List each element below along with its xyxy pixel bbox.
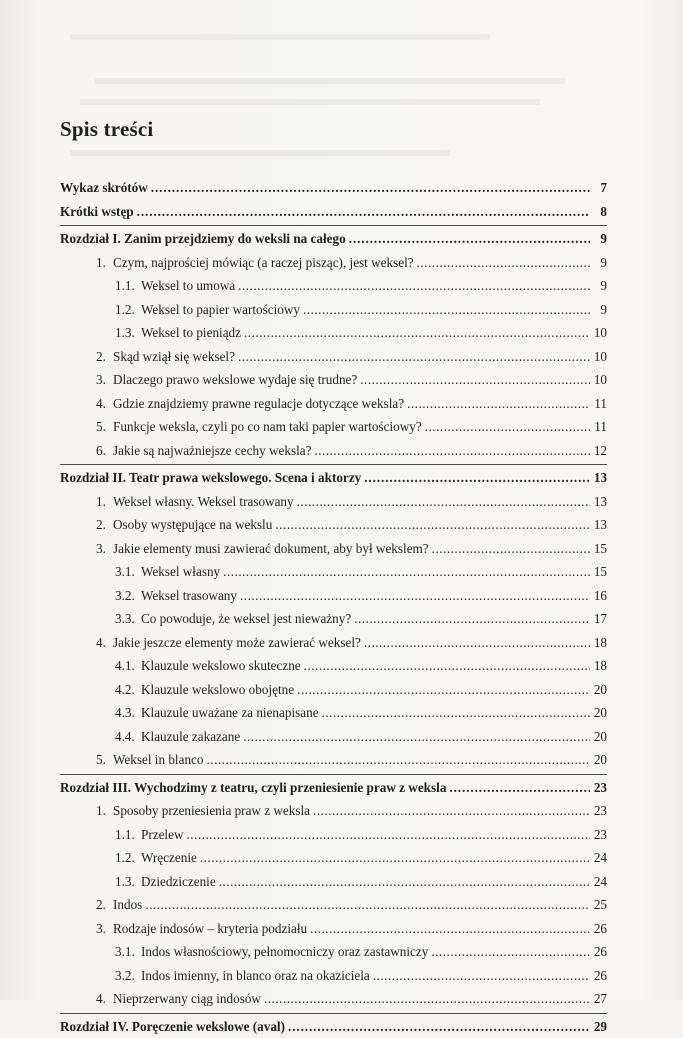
toc-entry-title: Skąd wziął się weksel? [113, 345, 235, 369]
toc-entry-number: 4.1. [115, 654, 141, 678]
toc-page-number: 26 [593, 940, 607, 964]
dot-leader [288, 1015, 590, 1038]
toc-entry-number: 4. [96, 987, 113, 1011]
toc-page-number: 16 [593, 584, 607, 608]
toc-entry-title: Rozdział II. Teatr prawa wekslowego. Scena i aktorzy [60, 466, 361, 490]
toc-page-number: 18 [593, 631, 607, 655]
toc-page-number: 7 [593, 176, 607, 200]
dot-leader [145, 893, 590, 917]
toc-entry-number: 1. [96, 799, 113, 823]
page-title: Spis treści [60, 117, 153, 142]
toc-entry-title: Weksel to pieniądz [141, 321, 241, 345]
toc-page-number: 13 [593, 513, 607, 537]
toc-entry-number: 1.2. [115, 846, 141, 870]
toc-chapter-entry[interactable] [60, 176, 607, 200]
toc-entry-number: 3. [96, 368, 113, 392]
toc-page-number: 15 [593, 560, 607, 584]
toc-entry-number: 3. [96, 537, 113, 561]
toc-section-entry[interactable] [60, 251, 607, 275]
toc-entry-number: 1.1. [115, 823, 141, 847]
toc-section-entry[interactable] [60, 917, 607, 941]
toc-page-number: 29 [593, 1015, 607, 1038]
dot-leader [151, 176, 590, 200]
toc-chapter-entry[interactable] [60, 776, 607, 800]
toc-entry-number: 6. [96, 439, 113, 463]
dot-leader [425, 415, 590, 439]
chapter-separator-rule [60, 1013, 607, 1014]
dot-leader [297, 678, 590, 702]
toc-section-entry[interactable] [60, 725, 607, 749]
toc-page-number: 17 [593, 607, 607, 631]
toc-page-number: 20 [593, 678, 607, 702]
toc-page-number: 20 [593, 701, 607, 725]
toc-entry-title: Sposoby przeniesienia praw z weksla [113, 799, 310, 823]
toc-page-number: 9 [593, 298, 607, 322]
toc-section-entry[interactable] [60, 298, 607, 322]
toc-page-number: 23 [593, 799, 607, 823]
toc-section-entry[interactable] [60, 439, 607, 463]
dot-leader [310, 917, 590, 941]
toc-section-entry[interactable] [60, 415, 607, 439]
toc-entry-number: 1. [96, 490, 113, 514]
toc-entry-title: Indos [113, 893, 142, 917]
toc-entry-title: Gdzie znajdziemy prawne regulacje dotyczące weksla? [113, 392, 404, 416]
dot-leader [314, 439, 590, 463]
show-through-line [80, 99, 540, 105]
dot-leader [431, 940, 590, 964]
toc-entry-title: Osoby występujące na wekslu [113, 513, 272, 537]
toc-page-number: 9 [593, 274, 607, 298]
toc-entry-title: Jakie elementy musi zawierać dokument, aby był wekslem? [113, 537, 429, 561]
toc-page-number: 8 [593, 200, 607, 224]
toc-entry-title: Weksel własny [141, 560, 220, 584]
toc-page-number: 26 [593, 917, 607, 941]
toc-entry-title: Klauzule wekslowo skuteczne [141, 654, 301, 678]
toc-page-number: 24 [593, 846, 607, 870]
toc-entry-title: Co powoduje, że weksel jest nieważny? [141, 607, 351, 631]
dot-leader [303, 298, 590, 322]
dot-leader [417, 251, 590, 275]
dot-leader [313, 799, 590, 823]
toc-entry-title: Indos imienny, in blanco oraz na okaziciela [141, 964, 370, 988]
dot-leader [186, 823, 590, 847]
toc-section-entry[interactable] [60, 368, 607, 392]
toc-entry-number: 4. [96, 392, 113, 416]
toc-entry-number: 3.2. [115, 964, 141, 988]
toc-entry-number: 2. [96, 345, 113, 369]
toc-section-entry[interactable] [60, 964, 607, 988]
toc-chapter-entry[interactable] [60, 466, 607, 490]
toc-entry-number: 1.1. [115, 274, 141, 298]
toc-section-entry[interactable] [60, 513, 607, 537]
toc-section-entry[interactable] [60, 701, 607, 725]
toc-page-number: 24 [593, 870, 607, 894]
dot-leader [360, 368, 590, 392]
toc-section-entry[interactable] [60, 846, 607, 870]
toc-page-number: 27 [593, 987, 607, 1011]
toc-entry-title: Weksel to umowa [141, 274, 235, 298]
toc-section-entry[interactable] [60, 274, 607, 298]
dot-leader [364, 466, 590, 490]
toc-entry-title: Nieprzerwany ciąg indosów [113, 987, 261, 1011]
dot-leader [223, 560, 590, 584]
toc-page-number: 23 [593, 776, 607, 800]
toc-section-entry[interactable] [60, 678, 607, 702]
toc-section-entry[interactable] [60, 654, 607, 678]
toc-page-number: 9 [593, 251, 607, 275]
toc-section-entry[interactable] [60, 987, 607, 1011]
toc-entry-title: Weksel własny. Weksel trasowany [113, 490, 294, 514]
dot-leader [432, 537, 590, 561]
dot-leader [304, 654, 590, 678]
toc-entry-number: 4.4. [115, 725, 141, 749]
toc-section-entry[interactable] [60, 490, 607, 514]
toc-entry-number: 3.3. [115, 607, 141, 631]
dot-leader [354, 607, 590, 631]
dot-leader [264, 987, 590, 1011]
toc-entry-title: Krótki wstęp [60, 200, 134, 224]
dot-leader [373, 964, 590, 988]
dot-leader [449, 776, 590, 800]
dot-leader [219, 870, 590, 894]
toc-entry-title: Weksel in blanco [113, 748, 204, 772]
dot-leader [137, 200, 590, 224]
toc-entry-title: Jakie są najważniejsze cechy weksla? [113, 439, 311, 463]
toc-entry-title: Jakie jeszcze elementy może zawierać weksel? [113, 631, 361, 655]
toc-entry-number: 1.3. [115, 870, 141, 894]
dot-leader [244, 321, 590, 345]
toc-entry-title: Klauzule wekslowo obojętne [141, 678, 294, 702]
dot-leader [243, 725, 590, 749]
toc-entry-title: Wykaz skrótów [60, 176, 148, 200]
toc-entry-title: Dziedziczenie [141, 870, 216, 894]
toc-section-entry[interactable] [60, 321, 607, 345]
toc-page-number: 13 [593, 490, 607, 514]
dot-leader [238, 274, 590, 298]
toc-entry-title: Rozdział IV. Poręczenie wekslowe (aval) [60, 1015, 285, 1038]
toc-page-number: 10 [593, 321, 607, 345]
dot-leader [207, 748, 591, 772]
toc-page-number: 26 [593, 964, 607, 988]
toc-section-entry[interactable] [60, 345, 607, 369]
toc-page-number: 13 [593, 466, 607, 490]
toc-entry-title: Wręczenie [141, 846, 197, 870]
toc-page-number: 20 [593, 748, 607, 772]
toc-chapter-entry[interactable] [60, 227, 607, 251]
toc-entry-number: 2. [96, 513, 113, 537]
toc-entry-number: 3.2. [115, 584, 141, 608]
toc-entry-number: 4.2. [115, 678, 141, 702]
chapter-separator-rule [60, 774, 607, 775]
dot-leader [407, 392, 590, 416]
toc-entry-title: Rozdział III. Wychodzimy z teatru, czyli przeniesienie praw z weksla [60, 776, 446, 800]
toc-entry-title: Indos własnościowy, pełnomocniczy oraz zastawniczy [141, 940, 428, 964]
toc-entry-number: 1.2. [115, 298, 141, 322]
toc-page-number: 11 [593, 415, 607, 439]
dot-leader [349, 227, 590, 251]
toc-entry-number: 3.1. [115, 560, 141, 584]
toc-entry-number: 1. [96, 251, 113, 275]
toc-section-entry[interactable] [60, 392, 607, 416]
toc-page-number: 20 [593, 725, 607, 749]
toc-entry-title: Przelew [141, 823, 183, 847]
dot-leader [322, 701, 590, 725]
toc-section-entry[interactable] [60, 607, 607, 631]
toc-page-number: 10 [593, 368, 607, 392]
toc-page-number: 9 [593, 227, 607, 251]
toc-page-number: 25 [593, 893, 607, 917]
toc-entry-number: 2. [96, 893, 113, 917]
toc-entry-number: 5. [96, 748, 113, 772]
toc-entry-title: Czym, najprościej mówiąc (a raczej pisząc), jest weksel? [113, 251, 414, 275]
toc-entry-number: 4. [96, 631, 113, 655]
show-through-line [70, 34, 490, 40]
toc-entry-number: 1.3. [115, 321, 141, 345]
toc-chapter-entry[interactable] [60, 1015, 607, 1038]
toc-entry-title: Weksel to papier wartościowy [141, 298, 300, 322]
toc-section-entry[interactable] [60, 584, 607, 608]
toc-entry-number: 4.3. [115, 701, 141, 725]
toc-entry-title: Rozdział I. Zanim przejdziemy do weksli na całego [60, 227, 346, 251]
toc-entry-title: Klauzule uważane za nienapisane [141, 701, 319, 725]
toc-entry-number: 3.1. [115, 940, 141, 964]
toc-entry-title: Klauzule zakazane [141, 725, 240, 749]
dot-leader [364, 631, 590, 655]
toc-entry-title: Rodzaje indosów – kryteria podziału [113, 917, 307, 941]
toc-section-entry[interactable] [60, 748, 607, 772]
toc-section-entry[interactable] [60, 799, 607, 823]
dot-leader [275, 513, 590, 537]
toc-entry-title: Dlaczego prawo wekslowe wydaje się trudne? [113, 368, 357, 392]
toc-page-number: 15 [593, 537, 607, 561]
show-through-line [70, 150, 450, 156]
toc-entry-number: 5. [96, 415, 113, 439]
toc-section-entry[interactable] [60, 870, 607, 894]
toc-chapter-entry[interactable] [60, 200, 607, 224]
toc-page-number: 23 [593, 823, 607, 847]
toc-section-entry[interactable] [60, 940, 607, 964]
chapter-separator-rule [60, 464, 607, 465]
dot-leader [297, 490, 590, 514]
toc-page-number: 10 [593, 345, 607, 369]
toc-page-number: 12 [593, 439, 607, 463]
toc-entry-title: Weksel trasowany [141, 584, 237, 608]
show-through-line [95, 78, 565, 84]
chapter-separator-rule [60, 225, 607, 226]
dot-leader [238, 345, 590, 369]
dot-leader [200, 846, 590, 870]
toc-page-number: 18 [593, 654, 607, 678]
table-of-contents [60, 176, 607, 1038]
toc-section-entry[interactable] [60, 823, 607, 847]
toc-section-entry[interactable] [60, 893, 607, 917]
toc-section-entry[interactable] [60, 631, 607, 655]
dot-leader [240, 584, 590, 608]
toc-section-entry[interactable] [60, 537, 607, 561]
toc-section-entry[interactable] [60, 560, 607, 584]
toc-entry-number: 3. [96, 917, 113, 941]
toc-page-number: 11 [593, 392, 607, 416]
toc-entry-title: Funkcje weksla, czyli po co nam taki papier wartościowy? [113, 415, 422, 439]
